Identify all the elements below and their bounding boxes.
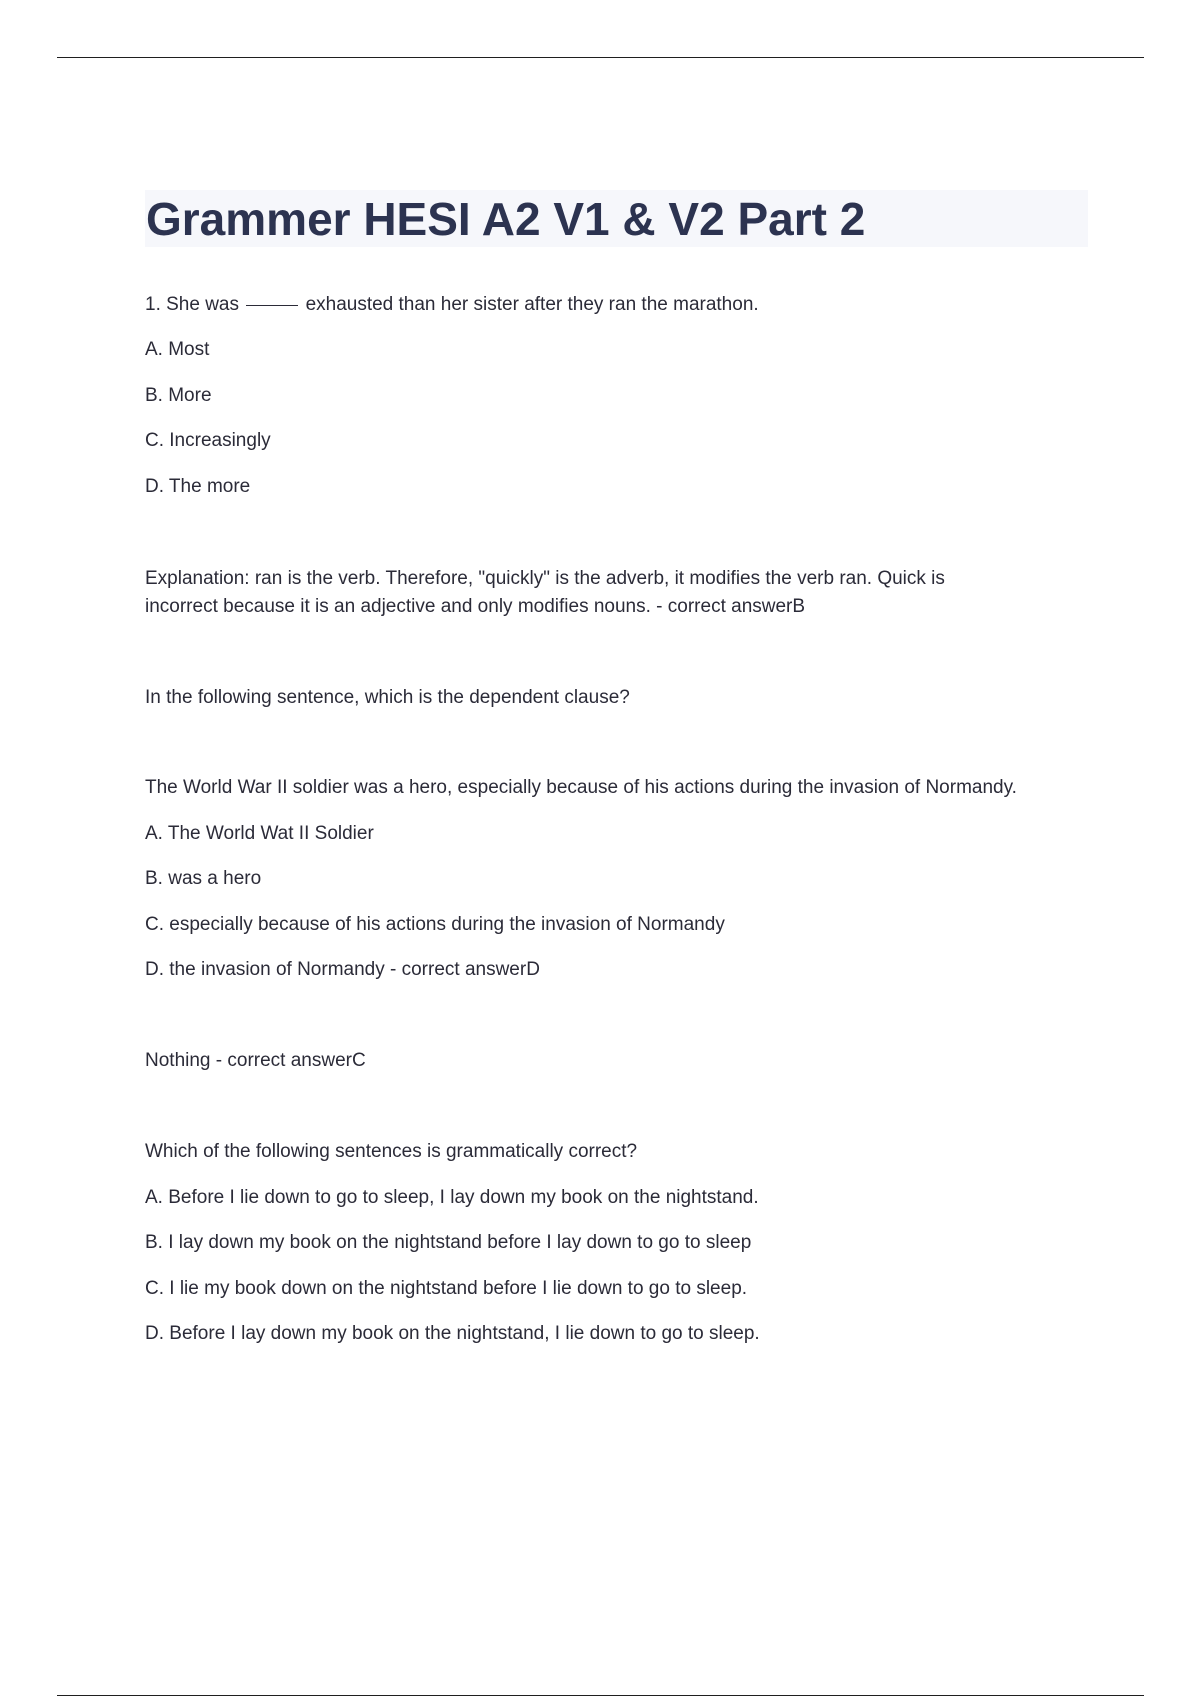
q1-question bbox=[145, 291, 759, 319]
explanation-line-1: Explanation: ran is the verb. Therefore, "quickly" is the adverb, it modifies the verb ran. Quick is bbox=[145, 568, 945, 589]
q2-option-a: A. The World Wat II Soldier bbox=[145, 823, 374, 844]
q3-option-b: B. I lay down my book on the nightstand before I lay down to go to sleep bbox=[145, 1232, 752, 1253]
nothing-answer: Nothing - correct answerC bbox=[145, 1050, 366, 1071]
q2-option-c: C. especially because of his actions during the invasion of Normandy bbox=[145, 914, 725, 935]
footer-rule bbox=[57, 1695, 1144, 1696]
q1-option-d: D. The more bbox=[145, 476, 251, 497]
q1-blank bbox=[246, 305, 298, 306]
explanation-line-2: incorrect because it is an adjective and only modifies nouns. - correct answerB bbox=[145, 596, 806, 617]
q2-option-b: B. was a hero bbox=[145, 868, 262, 889]
q3-option-d: D. Before I lay down my book on the nightstand, I lie down to go to sleep. bbox=[145, 1323, 760, 1344]
q2-prompt: In the following sentence, which is the dependent clause? bbox=[145, 687, 630, 708]
q1-option-b: B. More bbox=[145, 385, 212, 406]
q1-option-c: C. Increasingly bbox=[145, 430, 271, 451]
q1-question-before: 1. She was bbox=[145, 294, 239, 315]
q2-option-d: D. the invasion of Normandy - correct answerD bbox=[145, 959, 540, 980]
header-rule bbox=[57, 57, 1144, 58]
q3-prompt: Which of the following sentences is grammatically correct? bbox=[145, 1141, 638, 1162]
q3-option-c: C. I lie my book down on the nightstand before I lie down to go to sleep. bbox=[145, 1278, 748, 1299]
document-title: Grammer HESI A2 V1 & V2 Part 2 bbox=[146, 193, 866, 245]
q2-sentence: The World War II soldier was a hero, especially because of his actions during the invasion of Normandy. bbox=[145, 777, 1017, 798]
q3-option-a: A. Before I lie down to go to sleep, I lay down my book on the nightstand. bbox=[145, 1187, 759, 1208]
q1-option-a: A. Most bbox=[145, 339, 210, 360]
q1-question-after: exhausted than her sister after they ran the marathon. bbox=[305, 294, 759, 315]
